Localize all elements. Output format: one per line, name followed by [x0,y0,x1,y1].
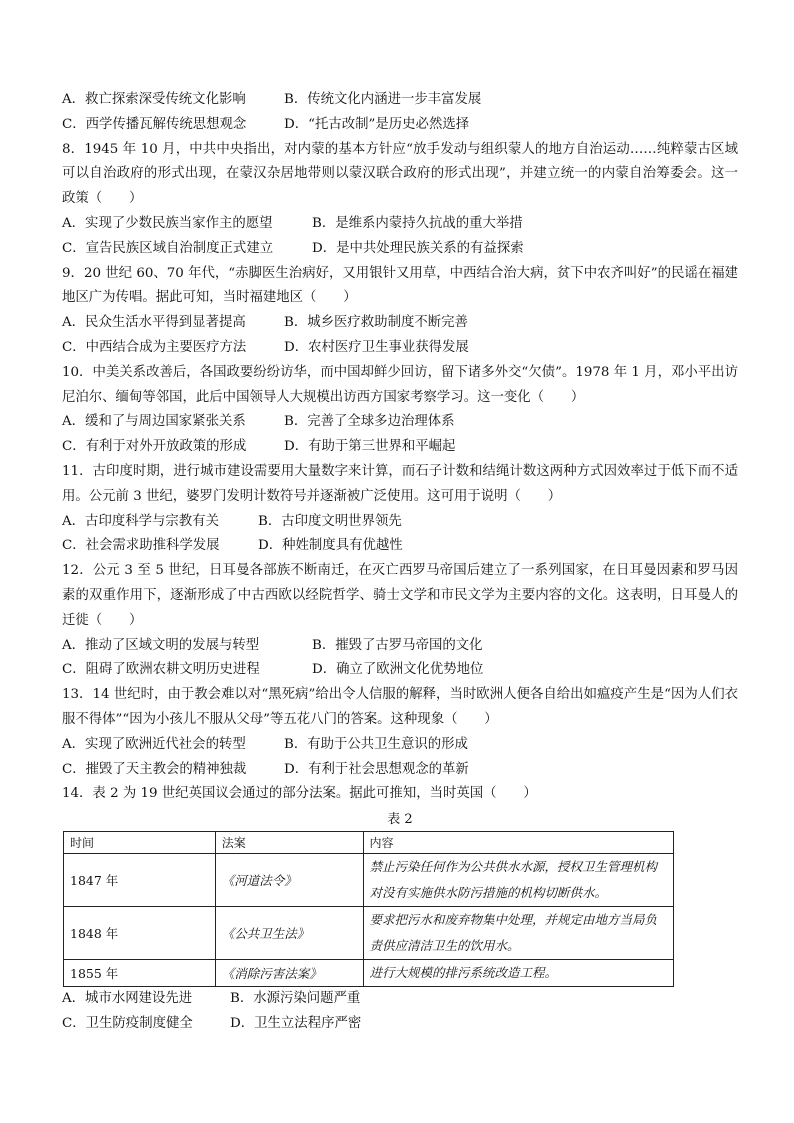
q14-option-a[interactable]: A．城市水网建设先进 [62,991,193,1007]
q7-option-b[interactable]: B．传统文化内涵进一步丰富发展 [284,92,482,107]
q8-option-c[interactable]: C．宣告民族区域自治制度正式建立 [62,240,274,256]
q9-stem: 9．20 世纪 60、70 年代，“赤脚医生治病好，又用银针又用草，中西结合治大病，贫下中农齐叫好”的民谣在福建地区广为传唱。据此可知，当时福建地区（ ） [62,265,738,306]
q12-stem: 12．公元 3 至 5 世纪，日耳曼各部族不断南迁，在灭亡西罗马帝国后建立了一系列国家，在日耳曼因素和罗马因素的双重作用下，逐渐形成了中古西欧以经院哲学、骑士文学和市民文学为主要内容的文化。这表明，日耳曼人的迁徙（ ） [62,563,738,628]
row-law: 《河道法令》 [215,854,363,907]
q11-options-row-1 [62,510,738,535]
q10-options-row-2 [62,435,738,460]
q14-option-b[interactable]: B．水源污染问题严重 [230,991,361,1007]
table-caption: 表 2 [387,812,413,828]
row-law: 《消除污害法案》 [215,960,363,987]
q7-options-row-1 [62,88,738,113]
table-row [64,907,674,960]
q11-options-row-2 [62,534,738,559]
row-time: 1855 年 [64,960,216,987]
q10-stem: 10．中美关系改善后，各国政要纷纷访华，而中国却鲜少回访，留下诸多外交“欠债”。1978 年 1 月，邓小平出访尼泊尔、缅甸等邻国，此后中国领导人大规模出访西方国家考察学习。这一变化（ ） [62,364,738,405]
q8-option-d[interactable]: D．是中共处理民族关系的有益探索 [312,240,524,256]
q13-options-row-1 [62,733,738,758]
law-table [63,831,674,987]
q11-option-b[interactable]: B．古印度文明世界领先 [258,513,402,529]
q10-options-row-1 [62,410,738,435]
header-content: 内容 [363,832,673,854]
q9-option-a[interactable]: A．民众生活水平得到显著提高 [62,315,246,331]
q12-option-b[interactable]: B．摧毁了古罗马帝国的文化 [312,637,483,653]
row-content: 要求把污水和废弃物集中处理，并规定由地方当局负责供应清洁卫生的饮用水。 [363,907,673,960]
exam-page [62,88,738,1037]
q11-stem: 11．古印度时期，进行城市建设需要用大量数字来计算，而石子计数和结绳计数这两种方式因效率过于低下而不适用。公元前 3 世纪，婆罗门发明计数符号并逐渐被广泛使用。这可用于说明（ ） [62,463,738,504]
q11-option-c[interactable]: C．社会需求助推科学发展 [62,538,220,554]
q7-option-d[interactable]: D．“托古改制”是历史必然选择 [284,116,470,132]
q10-option-b[interactable]: B．完善了全球多边治理体系 [284,414,455,430]
q14-option-c[interactable]: C．卫生防疫制度健全 [62,1015,193,1031]
q11-option-d[interactable]: D．种姓制度具有优越性 [258,538,403,554]
q13-option-c[interactable]: C．摧毁了天主教会的精神独裁 [62,761,247,777]
q13-stem: 13．14 世纪时，由于教会难以对“黑死病”给出令人信服的解释，当时欧洲人便各自给出如瘟疫产生是“因为人们衣服不得体”“因为小孩儿不服从父母”等五花八门的答案。这种现象（ ） [62,687,738,727]
q14-option-d[interactable]: D．卫生立法程序严密 [230,1015,362,1031]
row-content: 禁止污染任何作为公共供水水源，授权卫生管理机构对没有实施供水防污措施的机构切断供水。 [363,854,673,907]
header-time: 时间 [64,832,216,854]
q8-stem: 8．1945 年 10 月，中共中央指出，对内蒙的基本方针应“放手发动与组织蒙人的地方自治运动……纯粹蒙古区域可以自治政府的形式出现，在蒙汉杂居地带则以蒙汉联合政府的形式出现”，并建立统一的内蒙自治筹委会。这一政策（ ） [62,141,738,207]
q14-options-row-1 [62,987,738,1012]
q14-stem: 14．表 2 为 19 世纪英国议会通过的部分法案。据此可推知，当时英国（ ） [62,786,537,802]
row-law: 《公共卫生法》 [215,907,363,960]
row-time: 1847 年 [64,854,216,907]
q8-options-row-1 [62,212,738,237]
q8-option-a[interactable]: A．实现了少数民族当家作主的愿望 [62,215,273,231]
q8-option-b[interactable]: B．是维系内蒙持久抗战的重大举措 [312,215,523,231]
q13-option-a[interactable]: A．实现了欧洲近代社会的转型 [62,736,246,752]
q9-option-c[interactable]: C．中西结合成为主要医疗方法 [62,339,247,355]
q13-option-d[interactable]: D．有利于社会思想观念的革新 [284,761,469,777]
q9-options-row-1 [62,311,738,336]
header-law: 法案 [215,832,363,854]
row-time: 1848 年 [64,907,216,960]
q9-option-b[interactable]: B．城乡医疗救助制度不断完善 [284,315,468,331]
q9-options-row-2 [62,336,738,361]
q11-option-a[interactable]: A．古印度科学与宗教有关 [62,513,219,529]
q10-option-a[interactable]: A．缓和了与周边国家紧张关系 [62,414,246,430]
q7-option-c[interactable]: C．西学传播瓦解传统思想观念 [62,116,247,132]
q12-options-row-2 [62,658,738,683]
q8-options-row-2 [62,237,738,262]
table-row [64,960,674,987]
q12-options-row-1 [62,634,738,659]
row-content: 进行大规模的排污系统改造工程。 [363,960,673,987]
q7-option-a[interactable]: A．救亡探索深受传统文化影响 [62,92,246,107]
q12-option-d[interactable]: D．确立了欧洲文化优势地位 [312,662,484,678]
q12-option-a[interactable]: A．推动了区域文明的发展与转型 [62,637,260,653]
q13-options-row-2 [62,758,738,783]
table-header-row [64,832,674,854]
q10-option-c[interactable]: C．有利于对外开放政策的形成 [62,439,247,455]
q13-option-b[interactable]: B．有助于公共卫生意识的形成 [284,736,468,752]
q12-option-c[interactable]: C．阻碍了欧洲农耕文明历史进程 [62,662,260,678]
q9-option-d[interactable]: D．农村医疗卫生事业获得发展 [284,339,469,355]
table-row [64,854,674,907]
q14-options-row-2 [62,1012,738,1037]
q7-options-row-2 [62,113,738,138]
q10-option-d[interactable]: D．有助于第三世界和平崛起 [284,439,456,455]
